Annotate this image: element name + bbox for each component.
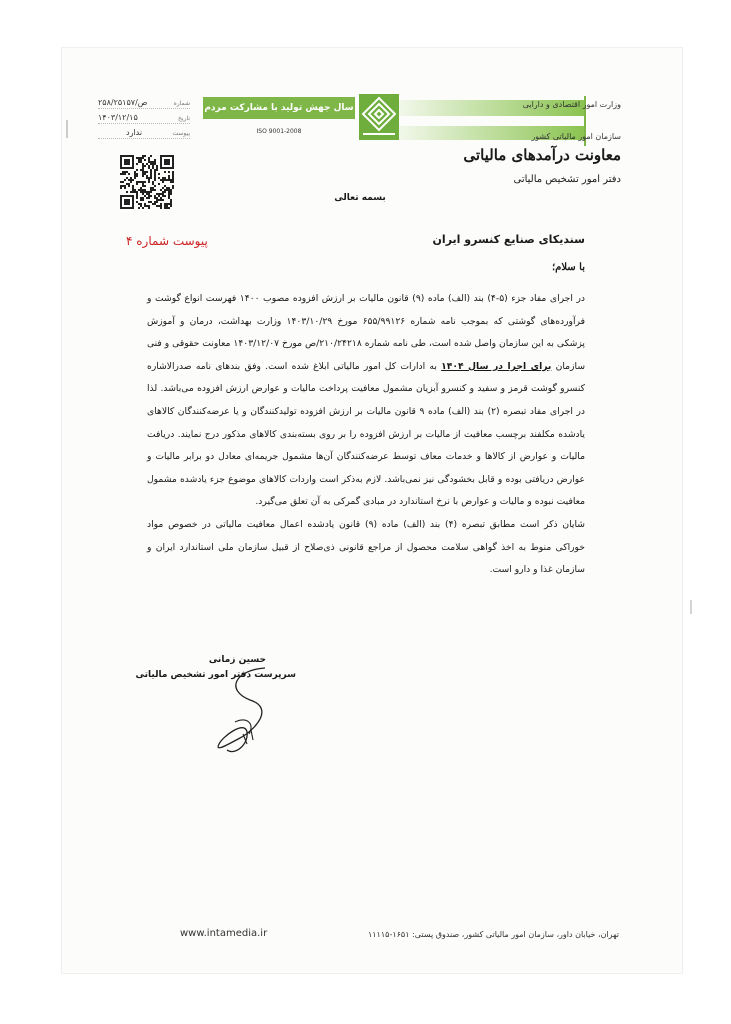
meta-date-row <box>98 111 190 124</box>
handwritten-signature <box>195 660 295 760</box>
recipient: سندیکای صنایع کنسرو ایران <box>432 233 585 246</box>
footer-address: تهران، خیابان داور، سازمان امور مالیاتی کشور، صندوق پستی: ۱۶۵۱-۱۱۱۱۵ <box>367 930 619 939</box>
body-text: در اجرای مفاد جزء (۵-۴) بند (الف) ماده (۹) قانون مالیات بر ارزش افزوده مصوب ۱۴۰۰ فهرست انواع گوشت و فرآورده‌های گوشتی که بموجب نامه شماره ۶۵۵/۹۹۱۲۶ مورخ ۱۴۰۳/۱۰/۲۹ وزارت بهداشت، درمان و آموزش پزشکی به این سازمان واصل شده است، طی نامه شماره ۲۱۰/۲۴۲۱۸/ص مورخ ۱۴۰۳/۱۲/۰۷ معاونت حقوقی و فنی سازمان <box>147 293 586 372</box>
body-emphasis: برای اجرا در سال ۱۴۰۴ <box>441 360 552 372</box>
meta-attachment-row <box>98 126 190 139</box>
attachment-note: پیوست شماره ۴ <box>126 234 208 248</box>
letter-body <box>147 288 585 582</box>
qr-code <box>120 155 174 209</box>
footer-website: www.intamedia.ir <box>180 928 268 939</box>
meta-number-label: شماره <box>173 100 190 107</box>
body-paragraph <box>147 288 585 514</box>
body-text: به ادارات کل امور مالیاتی ابلاغ شده است. وفق بندهای نامه صدرالاشاره کنسرو گوشت قرمز و سفید و کنسرو آبزیان مشمول معافیت پرداخت مالیات و عوارض ارزش افزوده می‌باشد. لذا در اجرای مفاد تبصره (۲) بند (الف) ماده ۹ قانون مالیات بر ارزش افزوده تولیدکنندگان و یا عرضه‌کنندگان کالاهای یادشده مکلفند برچسب معافیت از مالیات بر ارزش افزوده را بر روی بسته‌بندی کالاهای مذکور درج نمایند. دریافت مالیات و عوارض از کالاها و خدمات معاف توسط عرضه‌کنندگان آن‌ها مشمول جریمه‌ای معادل دو برابر مالیات و عوارض دریافتی بوده و قابل بخشودگی نیز نمی‌باشد. لازم به‌ذکر است واردات کالاهای موضوع جزء یادشده مشمول معافیت نبوده و مالیات و عوارض با نرخ استاندارد در مبادی گمرکی به آن تعلق می‌گیرد. <box>147 360 586 508</box>
deputy-name: معاونت درآمدهای مالیاتی <box>463 146 621 164</box>
signer-title: سرپرست دفتر امور تشخیص مالیاتی <box>135 670 296 680</box>
scan-mark <box>66 120 68 138</box>
organization-emblem-icon <box>357 92 401 142</box>
body-paragraph: شایان ذکر است مطابق تبصره (۴) بند (الف) ماده (۹) قانون یادشده اعمال معافیت مالیاتی در خصوص مواد خوراکی منوط به اخذ گواهی سلامت محصول از مراجع قانونی ذی‌صلاح از قبیل سازمان ملی استاندارد ایران و سازمان غذا و دارو است. <box>147 518 585 576</box>
meta-number-row <box>98 96 190 109</box>
meta-attachment-label: پیوست <box>172 130 190 137</box>
office-name: دفتر امور تشخیص مالیاتی <box>513 174 621 185</box>
ministry-name: وزارت امور اقتصادی و دارایی <box>522 100 621 109</box>
meta-attachment-value: ندارد <box>126 128 143 137</box>
greeting: با سلام؛ <box>551 262 585 273</box>
year-slogan: سال جهش تولید با مشارکت مردم <box>204 103 354 113</box>
meta-date-label: تاریخ <box>178 115 190 122</box>
iso-label: ISO 9001-2008 <box>256 128 302 135</box>
meta-number-value: ۲۵۸/۲۵۱۵۷/ص <box>98 98 148 107</box>
bismillah: بسمه تعالی <box>334 193 386 203</box>
scan-mark <box>690 600 692 614</box>
signer-name: حسین زمانی <box>208 655 266 665</box>
organization-name: سازمان امور مالیاتی کشور <box>531 132 621 141</box>
meta-date-value: ۱۴۰۳/۱۲/۱۵ <box>98 113 138 122</box>
